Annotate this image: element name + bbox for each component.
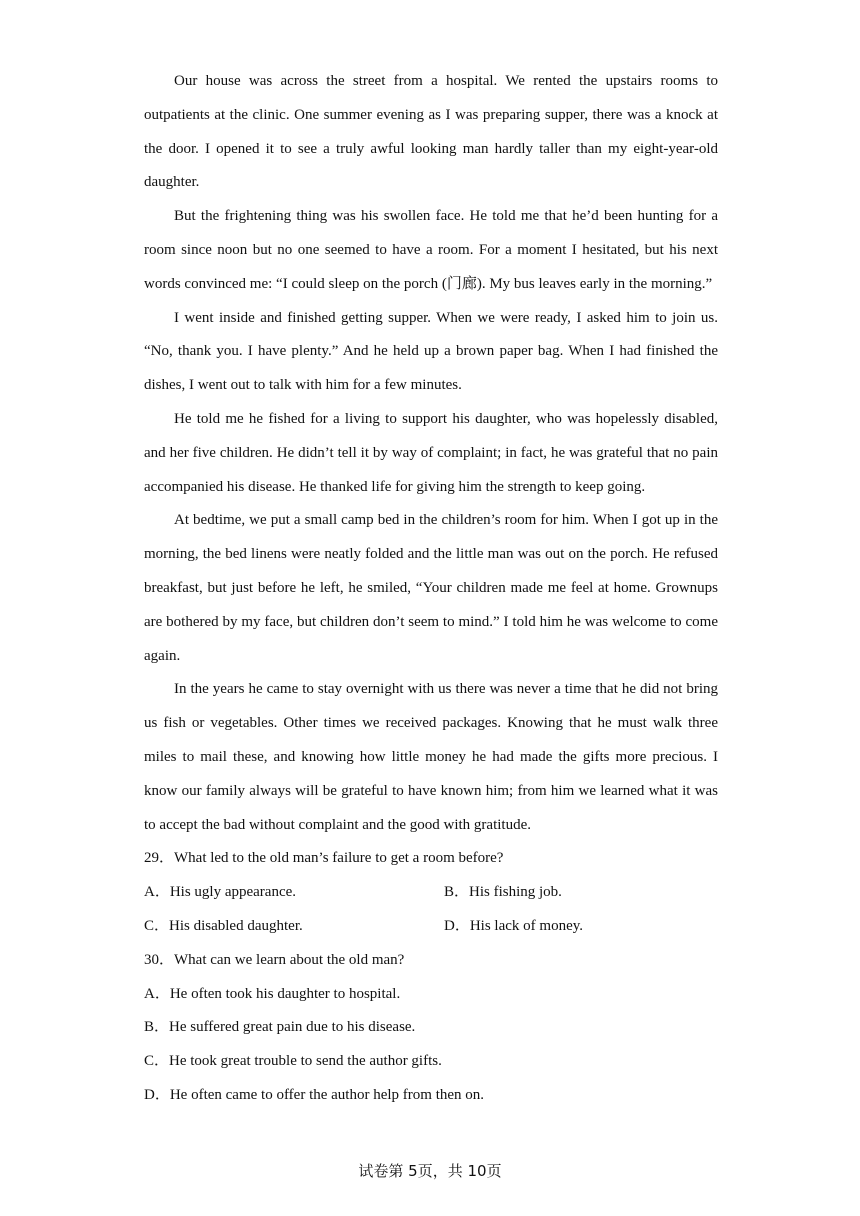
option-row — [144, 910, 718, 944]
option-c[interactable]: C．He took great trouble to send the author gifts. — [144, 1053, 442, 1070]
reading-passage — [144, 65, 718, 842]
option-d[interactable]: D．His lack of money. — [444, 917, 583, 934]
exam-page-content — [144, 65, 718, 1113]
passage-paragraph: At bedtime, we put a small camp bed in the children’s room for him. When I got up in the morning, the bed linens were neatly folded and the little man was out on the porch. He refused breakfast, but just before he left, he smiled, “Your children made me feel at home. Grownups are bothered by my face, but children don’t seem to mind.” I told him he was welcome to come again. — [144, 512, 718, 664]
question-stem: 29．What led to the old man’s failure to get a room before? — [144, 850, 504, 867]
option-c[interactable]: C．His disabled daughter. — [144, 917, 303, 934]
question-stem: 30．What can we learn about the old man? — [144, 951, 405, 968]
question-30 — [144, 944, 718, 1113]
page-number-footer: 试卷第 5页，共 10页 — [358, 1162, 502, 1180]
option-row — [144, 876, 718, 910]
option-b[interactable]: B．He suffered great pain due to his disease. — [144, 1019, 416, 1036]
question-29 — [144, 842, 718, 943]
option-d[interactable]: D．He often came to offer the author help from then on. — [144, 1086, 485, 1103]
passage-paragraph: He told me he fished for a living to support his daughter, who was hopelessly disabled, and her five children. He didn’t tell it by way of complaint; in fact, he was grateful that no pain accompanied his disease. He thanked life for giving him the strength to keep going. — [144, 410, 718, 495]
passage-paragraph: Our house was across the street from a hospital. We rented the upstairs rooms to outpatients at the clinic. One summer evening as I was preparing supper, there was a knock at the door. I opened it to see a truly awful looking man hardly taller than my eight-year-old daughter. — [144, 73, 718, 191]
passage-paragraph: In the years he came to stay overnight with us there was never a time that he did not bring us fish or vegetables. Other times we received packages. Knowing that he must walk three miles to mail these, and knowing how little money he had made the gifts more precious. I know our family always will be grateful to have known him; from him we learned what it was to accept the bad without complaint and the good with gratitude. — [144, 681, 718, 833]
option-a[interactable]: A．His ugly appearance. — [144, 884, 297, 901]
passage-paragraph: I went inside and finished getting supper. When we were ready, I asked him to join us. “No, thank you. I have plenty.” And he held up a brown paper bag. When I had finished the dishes, I went out to talk with him for a few minutes. — [144, 309, 718, 394]
passage-paragraph: But the frightening thing was his swollen face. He told me that he’d been hunting for a room since noon but no one seemed to have a room. For a moment I hesitated, but his next words convinced me: “I could sleep on the porch (门廊). My bus leaves early in the morning.” — [144, 208, 718, 292]
option-b[interactable]: B．His fishing job. — [444, 884, 562, 901]
option-a[interactable]: A．He often took his daughter to hospital. — [144, 985, 401, 1002]
